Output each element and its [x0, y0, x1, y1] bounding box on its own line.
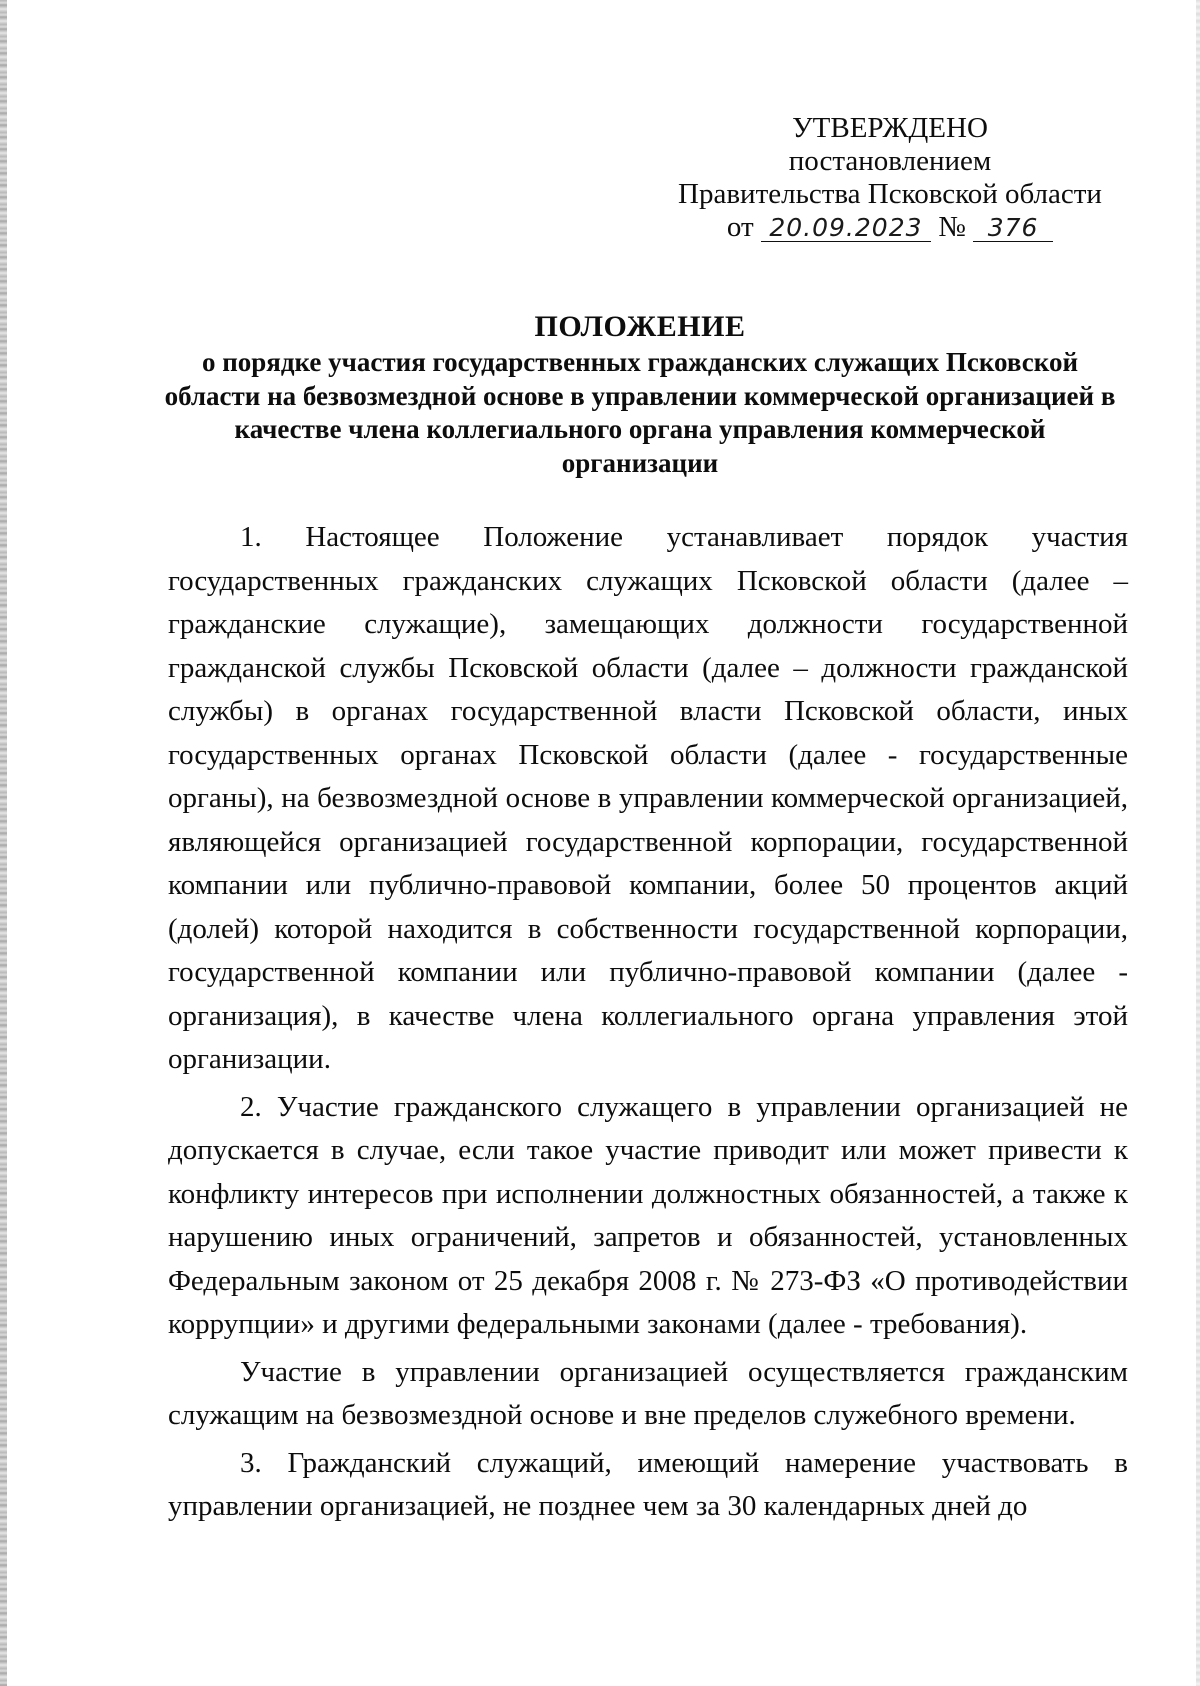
approval-decree: постановлением: [788, 145, 992, 177]
paragraph-1: 1. Настоящее Положение устанавливает порядок участия государственных гражданских служащих Псковской области (далее – гражданские служащие), замещающих должности государственной гражданской службы Псковской области (далее – должности гражданской службы) в органах государственной власти Псковской области, иных государственных органах Псковской области (далее - государственные органы), на безвозмездной основе в управлении коммерческой организацией, являющейся организацией государственной корпорации, государственной компании или публично-правовой компании, более 50 процентов акций (долей) которой находится в собственности государственной корпорации, государственной компании или публично-правовой компании (далее - организация), в качестве члена коллегиального органа управления этой организации.: [168, 521, 1128, 1075]
document-body: [168, 516, 1128, 1529]
document-title: ПОЛОЖЕНИЕ: [534, 310, 746, 343]
approval-heading: УТВЕРЖДЕНО: [792, 112, 988, 144]
paragraph-2-continued: Участие в управлении организацией осуществляется гражданским служащим на безвозмездной основе и вне пределов служебного времени.: [168, 1355, 1128, 1431]
approval-date-row: [650, 211, 1130, 244]
approval-number: 376: [973, 214, 1053, 242]
approval-from-label: от: [726, 211, 754, 243]
approval-authority: Правительства Псковской области: [678, 178, 1102, 210]
document-subtitle: о порядке участия государственных гражданских служащих Псковской области на безвозмездной основе в управлении коммерческой организацией в качестве члена коллегиального органа управления коммерческой организации: [164, 347, 1116, 478]
paragraph-2: 2. Участие гражданского служащего в управлении организацией не допускается в случае, если такое участие приводит или может привести к конфликту интересов при исполнении должностных обязанностей, а также к нарушению иных ограничений, запретов и обязанностей, установленных Федеральным законом от 25 декабря 2008 г. № 273-ФЗ «О противодействии коррупции» и другими федеральными законами (далее - требования).: [168, 1090, 1128, 1340]
approval-number-sign: №: [938, 211, 966, 243]
approval-stamp: [650, 112, 1130, 244]
document-heading: [160, 308, 1120, 480]
paragraph-3: 3. Гражданский служащий, имеющий намерение участвовать в управлении организацией, не позднее чем за 30 календарных дней до: [168, 1446, 1128, 1522]
scan-edge-right: [1196, 0, 1200, 1686]
scan-edge-left: [0, 0, 7, 1686]
approval-date: 20.09.2023: [761, 214, 931, 242]
